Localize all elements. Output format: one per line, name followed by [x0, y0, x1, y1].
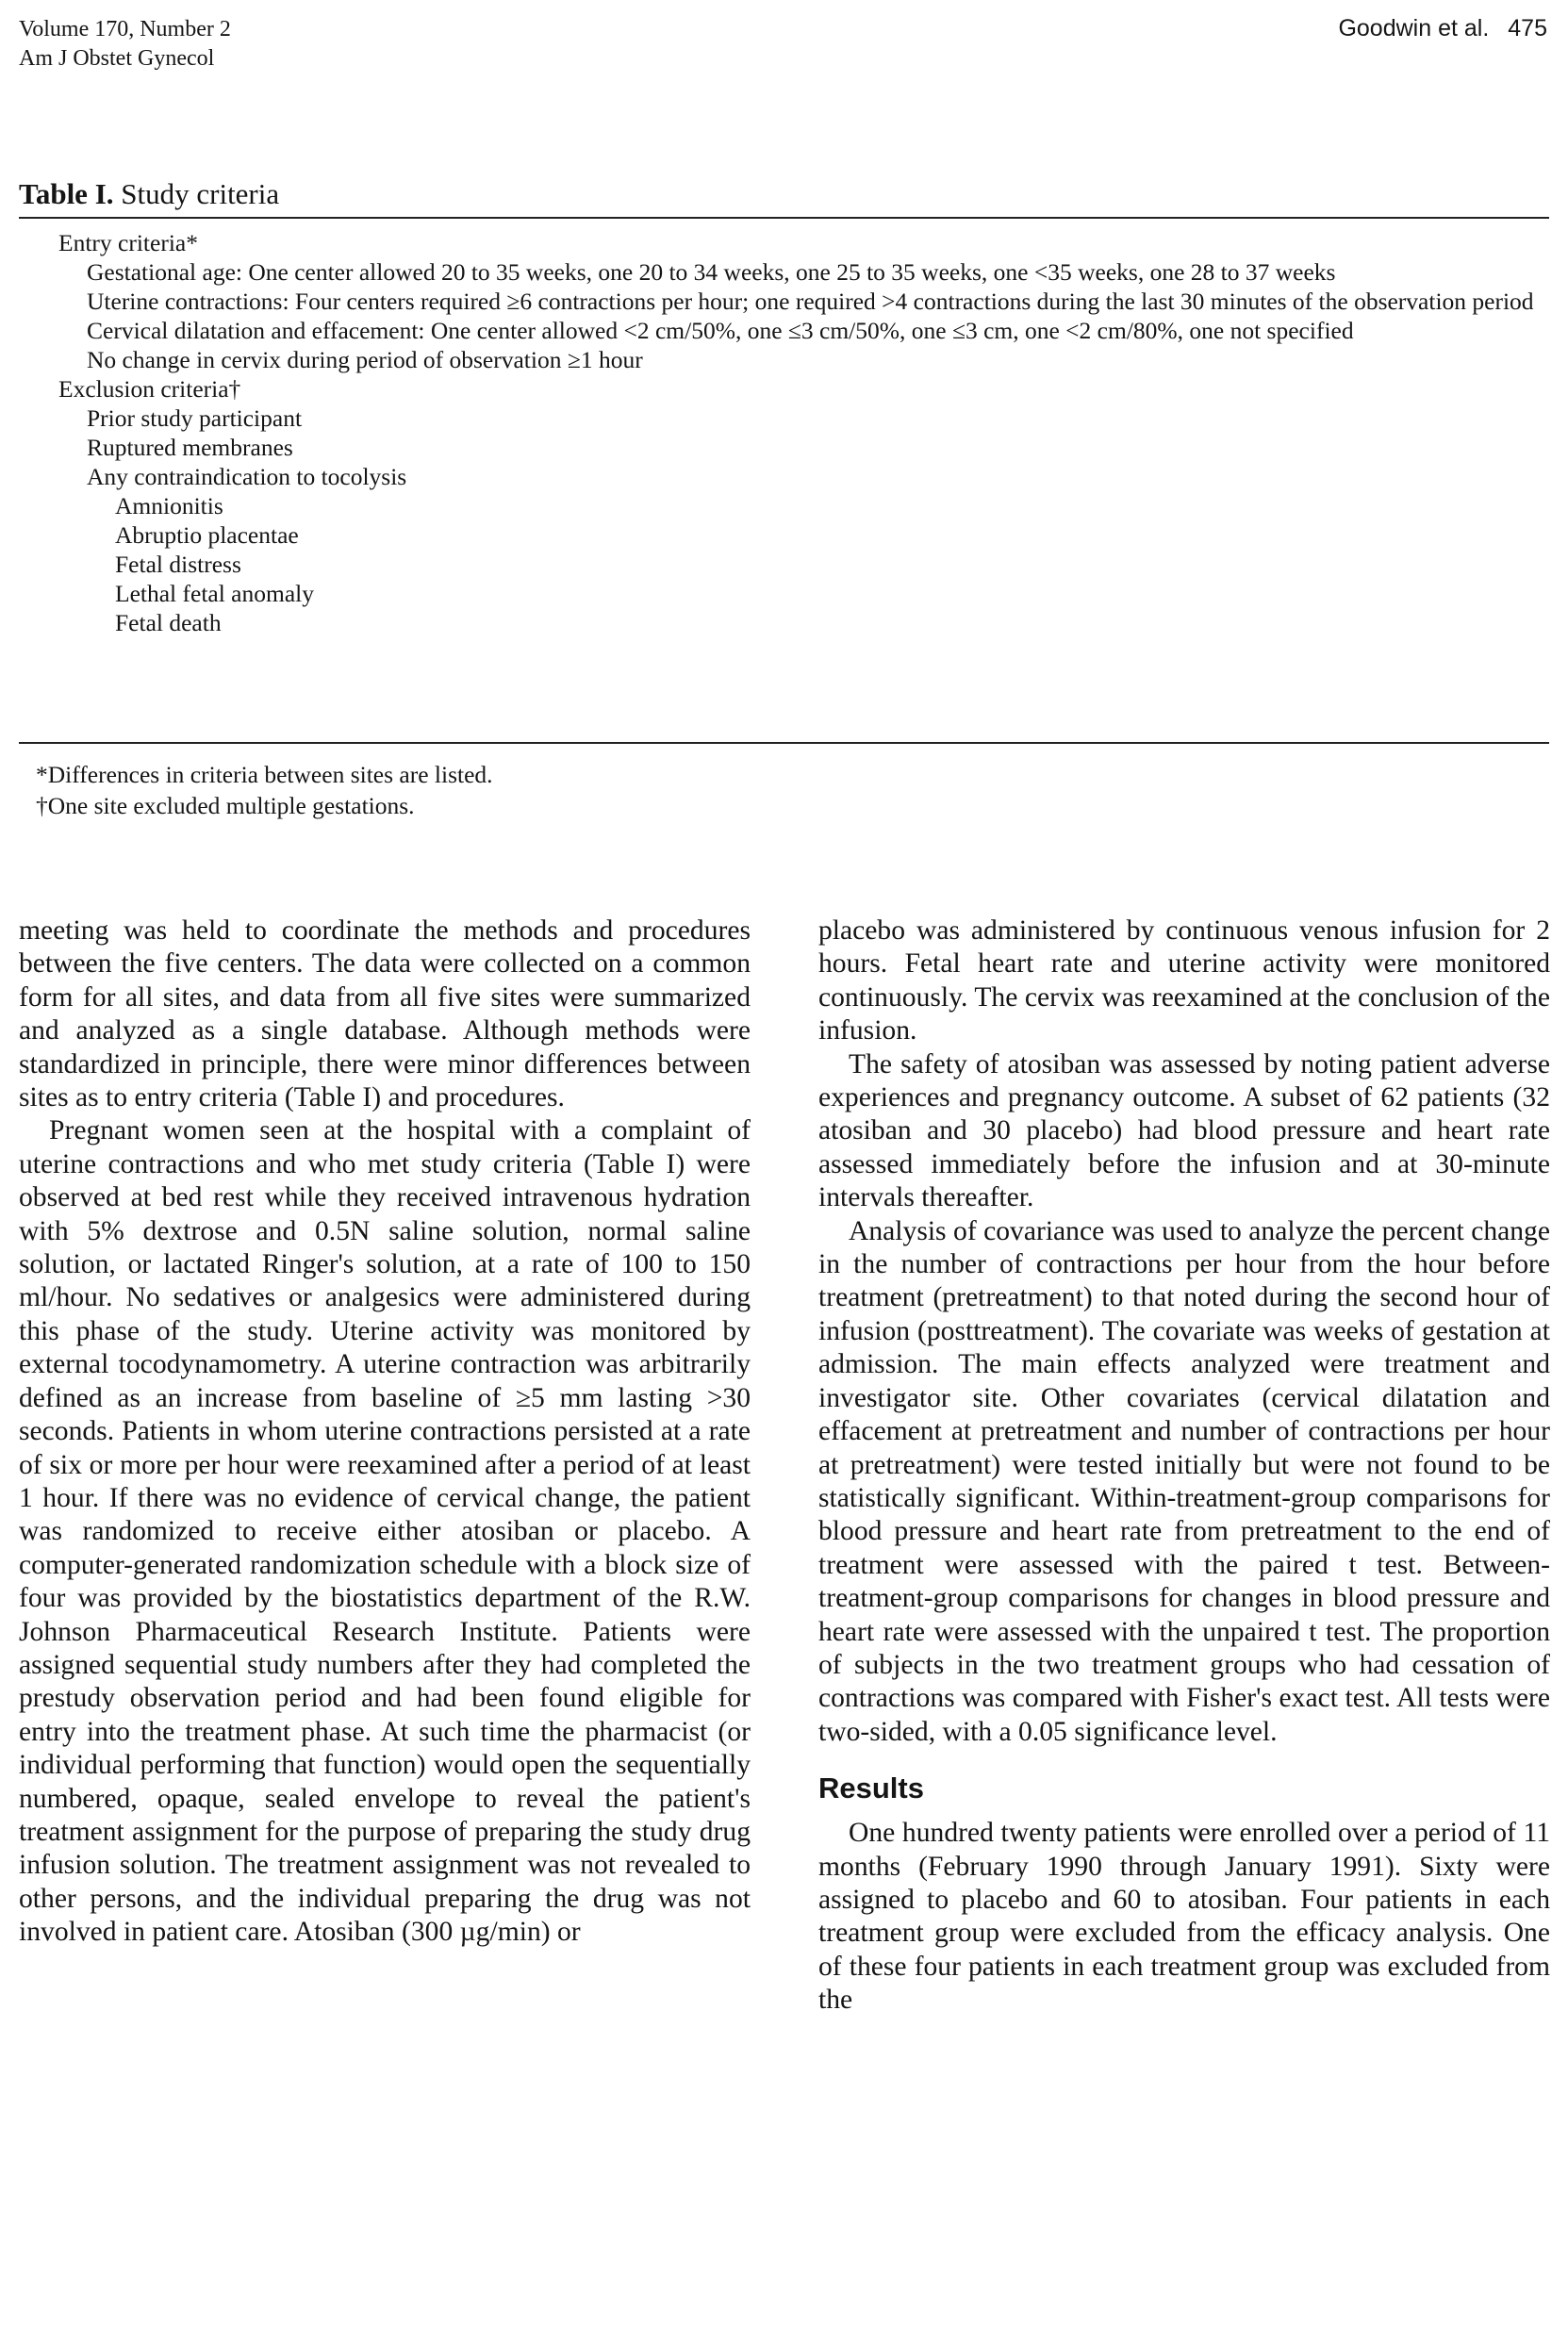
table-bottom-rule: [19, 742, 1549, 744]
table-caption: Study criteria: [121, 177, 280, 210]
table-row: No change in cervix during period of observation ≥1 hour: [87, 346, 643, 373]
criteria-table: [58, 228, 1548, 637]
table-label: Table I.: [19, 177, 114, 210]
paragraph: meeting was held to coordinate the methods and procedures between the five centers. The data were collected on a common form for all sites, and data from all five sites were summarized and analyzed as a single database. Although methods were standardized in principle, there were minor differences between sites as to entry criteria (Table I) and procedures.: [19, 915, 751, 1113]
paragraph: The safety of atosiban was assessed by noting patient adverse experiences and pregnancy outcome. A subset of 62 patients (32 atosiban and 30 placebo) had blood pressure and heart rate assessed immediately before the infusion and at 30-minute intervals thereafter.: [818, 1048, 1550, 1213]
table-row: Ruptured membranes: [87, 434, 293, 461]
paragraph: Analysis of covariance was used to analyze the percent change in the number of contractions per hour from the hour before treatment (pretreatment) to that noted during the second hour of infusion (posttreatment). The covariate was weeks of gestation at admission. The main effects analyzed were treatment and investigator site. Other covariates (cervical dilatation and effacement at pretreatment and number of contractions per hour at pretreatment) were tested initially but were not found to be statistically significant. Within-treatment-group comparisons for blood pressure and heart rate from pretreatment to the end of treatment were assessed with the paired t test. Between-treatment-group comparisons for changes in blood pressure and heart rate were assessed with the unpaired t test. The proportion of subjects in the two treatment groups who had cessation of contractions was compared with Fisher's exact test. All tests were two-sided, with a 0.05 significance level.: [818, 1215, 1550, 1747]
journal-name: Am J Obstet Gynecol: [19, 46, 215, 71]
table-row: Lethal fetal anomaly: [115, 580, 314, 607]
footnote: †One site excluded multiple gestations.: [36, 792, 415, 819]
paragraph: placebo was administered by continuous venous infusion for 2 hours. Fetal heart rate and uterine activity were monitored continuously. The cervix was reexamined at the conclusion of the infusion.: [818, 915, 1550, 1046]
paragraph: One hundred twenty patients were enrolled over a period of 11 months (February 1990 through January 1991). Sixty were assigned to placebo and 60 to atosiban. Four patients in each treatment group were excluded from the efficacy analysis. One of these four patients in each treatment group was excluded from the: [818, 1818, 1550, 2016]
body-column-left: [19, 915, 751, 1950]
table-footnotes: [36, 759, 493, 821]
body-column-right: [818, 915, 1550, 2018]
table-row: Fetal death: [115, 609, 222, 636]
table-row: Entry criteria*: [58, 229, 198, 256]
table-top-rule: [19, 217, 1549, 219]
table-row: Any contraindication to tocolysis: [87, 463, 407, 490]
running-header-right: [1338, 15, 1547, 42]
table-row: Uterine contractions: Four centers required ≥6 contractions per hour; one required >4 contractions during the last 30 minutes of the observation period: [87, 288, 1534, 315]
table-row: Amnionitis: [115, 492, 223, 519]
running-header-left: [19, 15, 231, 74]
page-number: 475: [1508, 15, 1547, 41]
volume-number: Volume 170, Number 2: [19, 17, 231, 41]
table-row: Cervical dilatation and effacement: One center allowed <2 cm/50%, one ≤3 cm/50%, one ≤3 cm, one <2 cm/80%, one not specified: [87, 317, 1354, 344]
paragraph: Pregnant women seen at the hospital with a complaint of uterine contractions and who met study criteria (Table I) were observed at bed rest while they received intravenous hydration with 5% dextrose and 0.5N saline solution, normal saline solution, or lactated Ringer's solution, at a rate of 100 to 150 ml/hour. No sedatives or analgesics were administered during this phase of the study. Uterine activity was monitored by external tocodynamometry. A uterine contraction was arbitrarily defined as an increase from baseline of ≥5 mm lasting >30 seconds. Patients in whom uterine contractions persisted at a rate of six or more per hour were reexamined after a period of at least 1 hour. If there was no evidence of cervical change, the patient was randomized to receive either atosiban or placebo. A computer-generated randomization schedule with a block size of four was provided by the biostatistics department of the R.W. Johnson Pharmaceutical Research Institute. Patients were assigned sequential study numbers after they had completed the prestudy observation period and had been found eligible for entry into the treatment phase. At such time the pharmacist (or individual performing that function) would open the sequentially numbered, opaque, sealed envelope to reveal the patient's treatment assignment for the purpose of preparing the study drug infusion solution. The treatment assignment was not revealed to other persons, and the individual preparing the drug was not involved in patient care. Atosiban (300 µg/min) or: [19, 1115, 751, 1948]
table-row: Gestational age: One center allowed 20 to 35 weeks, one 20 to 34 weeks, one 25 to 35 weeks, one <35 weeks, one 28 to 37 weeks: [87, 258, 1336, 286]
table-row: Fetal distress: [115, 551, 241, 578]
authors: Goodwin et al.: [1338, 15, 1490, 41]
table-row: Prior study participant: [87, 404, 303, 432]
table-row: Exclusion criteria†: [58, 375, 241, 403]
footnote: *Differences in criteria between sites are listed.: [36, 761, 493, 788]
table-row: Abruptio placentae: [115, 521, 299, 549]
section-heading-results: Results: [818, 1771, 924, 1805]
table-title: [19, 177, 279, 211]
